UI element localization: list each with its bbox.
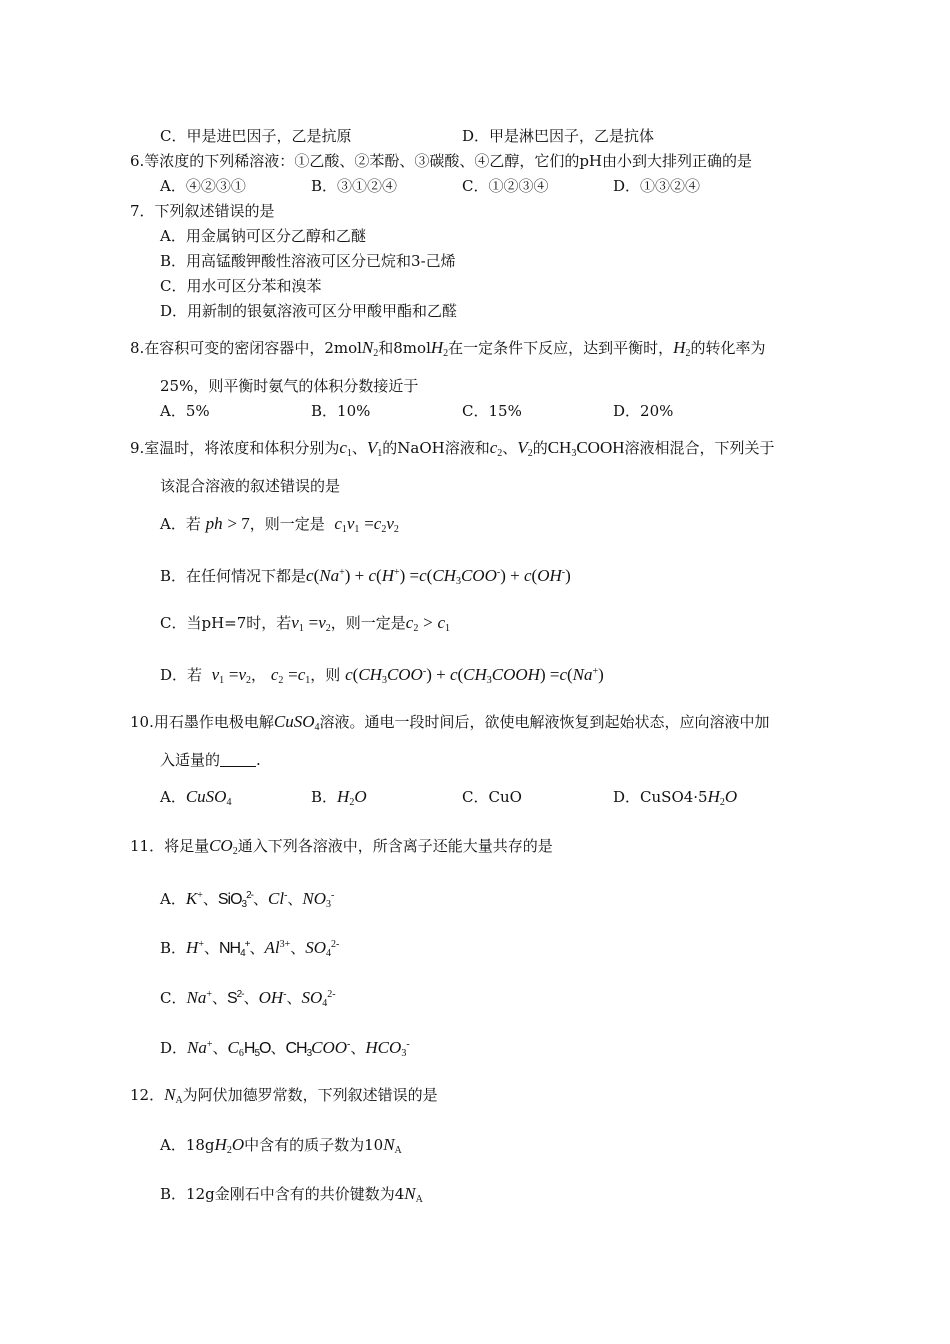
q9-stem: 9.室温时，将浓度和体积分别为$c_1$、$V_1$的NaOH溶液和$c_2$、$V_2$的$CH_3COOH$溶液相混合，下列关于 — [130, 438, 775, 459]
q10-stem-line2: 入适量的 . — [160, 751, 261, 769]
q7-option-a: A．用金属钠可区分乙醇和乙醚 — [160, 227, 366, 245]
q10-option-d: D．$CuSO4\cdot 5H_2O$ — [613, 787, 738, 808]
q6-stem: 6.等浓度的下列稀溶液：①乙酸、②苯酚、③碳酸、④乙醇，它们的pH由小到大排列正确的是 — [130, 152, 752, 170]
q12-option-b: B．12g金刚石中含有的共价键数为$4N_A$ — [160, 1184, 423, 1205]
q10-option-a: A．CuSO$_4$ — [160, 787, 232, 808]
q5-option-c: C．甲是进巴因子，乙是抗原 — [160, 127, 352, 145]
q11-option-b: B．H+、$NH_4^+$、$Al^{3+}$、$SO_4^{2-}$ — [160, 938, 340, 959]
q7-option-d: D．用新制的银氨溶液可区分甲酸甲酯和乙醛 — [160, 302, 458, 320]
q8-stem: 8.在容积可变的密闭容器中，2molN$_2$和8molH$_2$在一定条件下反应，达到平衡时，$H_2$的转化率为 — [130, 338, 766, 359]
q7-option-c: C．用水可区分苯和溴苯 — [160, 277, 322, 295]
q11-option-d: D．Na+、$C_6H_5O$、$CH_3COO^-$、$HCO_3^-$ — [160, 1038, 410, 1059]
q6-option-c: C．①②③④ — [462, 177, 549, 195]
q6-option-a: A．④②③① — [160, 177, 246, 195]
q8-option-d: D．20% — [613, 402, 674, 420]
q12-stem: 12．$N_A$为阿伏加德罗常数，下列叙述错误的是 — [130, 1085, 438, 1106]
q7-stem: 7．下列叙述错误的是 — [130, 202, 275, 220]
q9-stem-line2: 该混合溶液的叙述错误的是 — [160, 477, 341, 495]
q10-option-b: B．$H_2O$ — [311, 787, 367, 808]
answer-blank — [220, 752, 256, 767]
q7-option-b: B．用高锰酸钾酸性溶液可区分已烷和3-己烯 — [160, 252, 456, 270]
q9-option-b: B．在任何情况下都是$c(Na^+) + c(H^+) =c(CH_3COO^-) + c(OH^-)$ — [160, 566, 571, 587]
q11-option-c: C．Na+、$S^{2-}$、OH-、$SO_4^{2-}$ — [160, 988, 336, 1009]
q11-option-a: A．K+、SiO$_3^{2-}$、Cl-、$NO_3^-$ — [160, 889, 335, 910]
q6-option-d: D．①③②④ — [613, 177, 701, 195]
q8-option-a: A．5% — [160, 402, 210, 420]
q9-option-c: C．当pH=7时，若$v_1 =v_2$，则一定是$c_2 > c_1$ — [160, 613, 451, 634]
q9-option-a: A．若 ph > 7，则一定是 $c_1v_1 =c_2v_2$ — [160, 514, 399, 535]
q8-option-b: B．10% — [311, 402, 371, 420]
q11-stem: 11．将足量$CO_2$通入下列各溶液中，所含离子还能大量共存的是 — [130, 836, 553, 857]
q5-option-d: D．甲是淋巴因子，乙是抗体 — [462, 127, 655, 145]
q8-option-c: C．15% — [462, 402, 522, 420]
q12-option-a: A．$18gH_2O$中含有的质子数为$10N_A$ — [160, 1135, 402, 1156]
q8-stem-line2: 25%，则平衡时氨气的体积分数接近于 — [160, 377, 419, 395]
q6-option-b: B．③①②④ — [311, 177, 398, 195]
q10-stem: 10.用石墨作电极电解CuSO$_4$溶液。通电一段时间后，欲使电解液恢复到起始状态，应向溶液中加 — [130, 712, 770, 733]
q9-option-d: D．若 $v_1 =v_2$， $c_2 =c_1$，则 $c(CH_3COO^-)$ + $c(CH_3COOH) =c(Na^+)$ — [160, 665, 604, 686]
q10-option-c: C．CuO — [462, 788, 522, 806]
